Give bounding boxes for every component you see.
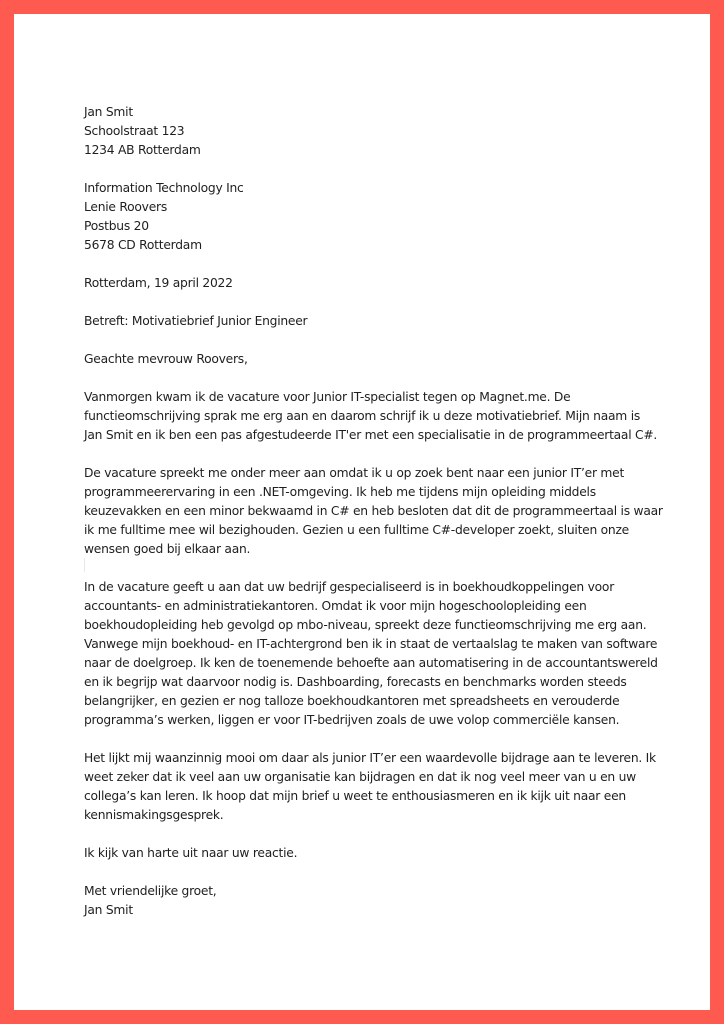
paragraph-line: Vanwege mijn boekhoud- en IT-achtergrond ben ik in staat de vertaalslag te maken van software [84,637,658,651]
paragraph-closing-remark [84,844,664,863]
paragraph-line: boekhoudopleiding heb gevolgd op mbo-niveau, spreekt deze functieomschrijving me erg aan. [84,618,647,632]
paragraph-line: Vanmorgen kwam ik de vacature voor Junior IT-specialist tegen op Magnet.me. De [84,390,571,404]
sender-street: Schoolstraat 123 [84,124,185,138]
closing-phrase: Met vriendelijke groet, [84,884,217,898]
recipient-company: Information Technology Inc [84,181,244,195]
paragraph-line: naar de doelgroep. Ik ken de toenemende behoefte aan automatisering in de accountantswereld [84,656,658,670]
recipient-po-box: Postbus 20 [84,219,149,233]
paragraph-line: De vacature spreekt me onder meer aan omdat ik u op zoek bent naar een junior IT’er met [84,466,625,480]
paragraph-line: en ik begrijp wat daarvoor nodig is. Dashboarding, forecasts en benchmarks worden steeds [84,675,627,689]
signature-name: Jan Smit [84,903,133,917]
paragraph-line: wensen goed bij elkaar aan. [84,542,251,556]
salutation: Geachte mevrouw Roovers, [84,352,248,366]
paragraph-line: ik me fulltime mee wil bezighouden. Gezien u een fulltime C#-developer zoekt, sluiten onze [84,523,629,537]
paragraph-line: functieomschrijving sprak me erg aan en daarom schrijf ik u deze motivatiebrief. Mijn naam is [84,409,641,423]
paragraph-line: In de vacature geeft u aan dat uw bedrijf gespecialiseerd is in boekhoudkoppelingen voor [84,580,615,594]
letter-body [84,103,664,920]
paragraph-line: collega’s kan leren. Ik hoop dat mijn brief u weet te enthousiasmeren en ik kijk uit naar een [84,789,626,803]
text-cursor-mark [84,558,85,572]
paragraph-line: Jan Smit en ik ben een pas afgestudeerde IT'er met een specialisatie in de programmeertaal C#. [84,428,658,442]
paragraph-line: Ik kijk van harte uit naar uw reactie. [84,846,298,860]
paragraph-intro [84,388,664,445]
sender-name: Jan Smit [84,105,133,119]
paragraph-line: programma’s werken, liggen er voor IT-bedrijven zoals de uwe volop commerciële kansen. [84,713,620,727]
paragraph-line: Het lijkt mij waanzinnig mooi om daar als junior IT’er een waardevolle bijdrage aan te leveren. Ik [84,751,656,765]
paragraph-line: weet zeker dat ik veel aan uw organisatie kan bijdragen en dat ik nog veel meer van u en uw [84,770,636,784]
date-line: Rotterdam, 19 april 2022 [84,276,233,290]
paragraph-company-fit [84,578,664,730]
paragraph-line: keuzevakken en een minor bekwaamd in C# en heb besloten dat dit de programmeertaal is waar [84,504,663,518]
sender-address [84,103,664,160]
subject-line: Betreft: Motivatiebrief Junior Engineer [84,314,308,328]
recipient-contact: Lenie Roovers [84,200,167,214]
paragraph-motivation [84,464,664,559]
paragraph-line: belangrijker, en gezien er nog talloze boekhoudkantoren met spreadsheets en verouderde [84,694,620,708]
paragraph-line: accountants- en administratiekantoren. Omdat ik voor mijn hogeschoolopleiding een [84,599,587,613]
sign-off [84,882,664,920]
paragraph-line: kennismakingsgesprek. [84,808,224,822]
paragraph-contribution [84,749,664,825]
letter-page [14,14,710,1010]
recipient-postal-city: 5678 CD Rotterdam [84,238,202,252]
paragraph-line: programmeerervaring in een .NET-omgeving. Ik heb me tijdens mijn opleiding middels [84,485,596,499]
recipient-address [84,179,664,255]
sender-postal-city: 1234 AB Rotterdam [84,143,201,157]
